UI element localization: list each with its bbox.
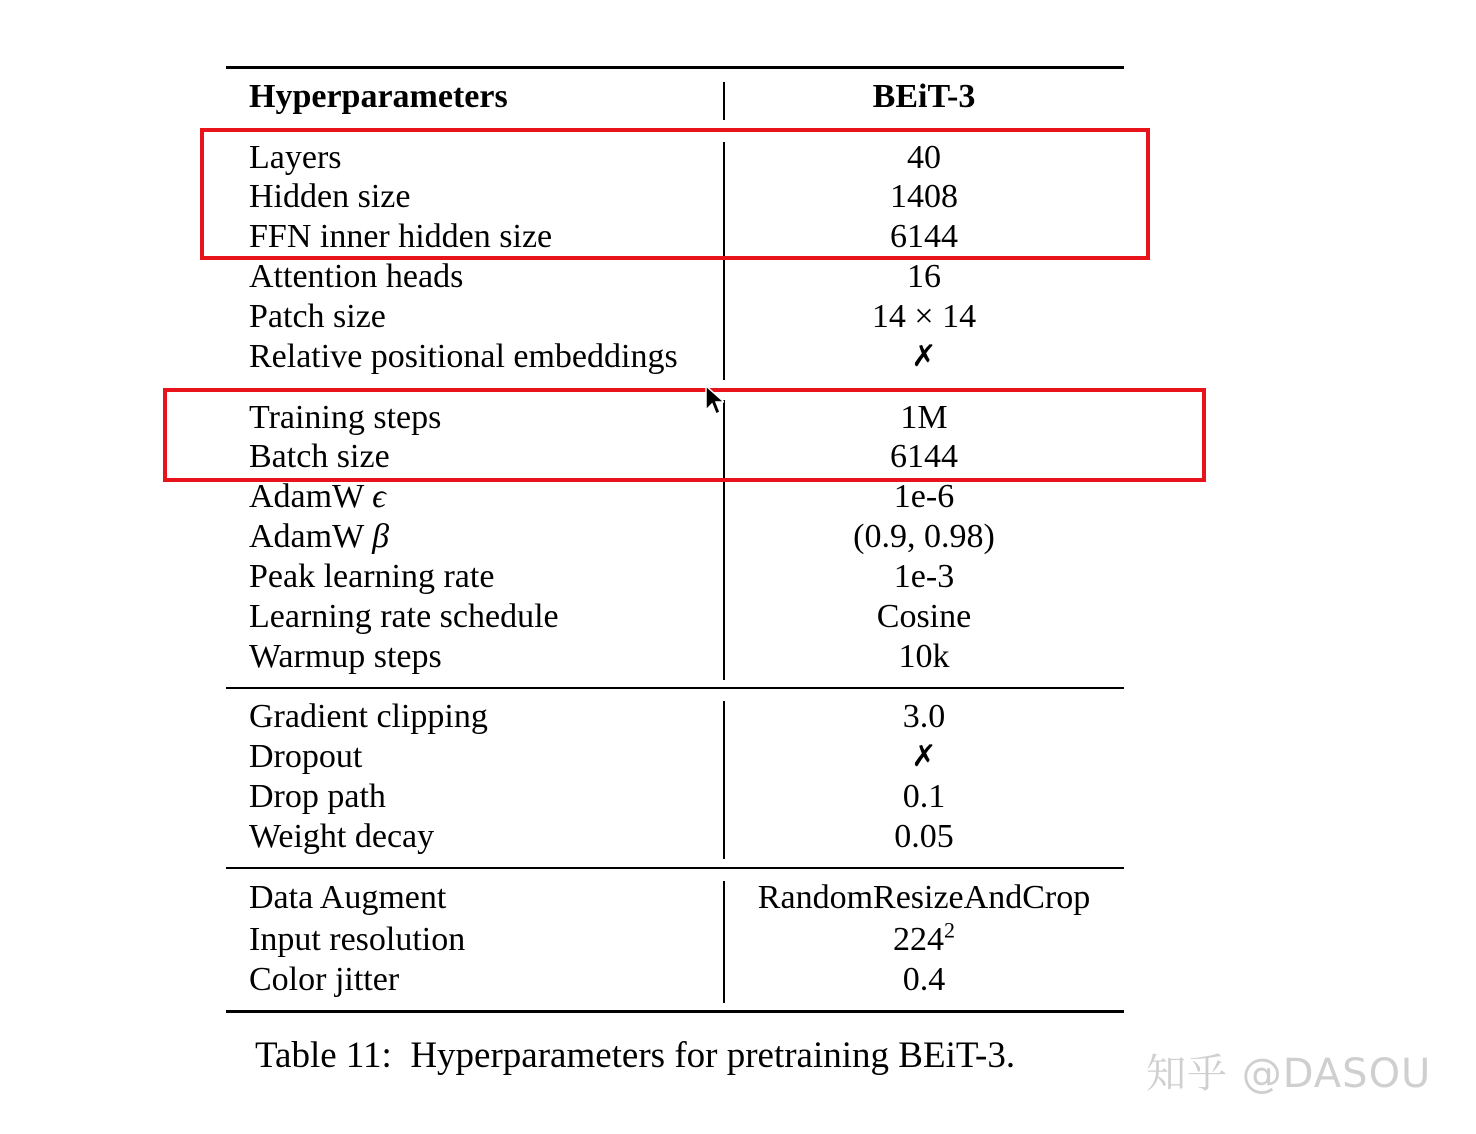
- param-label: Dropout: [249, 738, 363, 775]
- caption-label: Table 11:: [255, 1035, 392, 1076]
- param-value: 1e-6: [893, 478, 955, 515]
- highlight-box-training: [163, 388, 1206, 482]
- bottom-rule: [226, 1010, 1124, 1013]
- section-rule: [226, 687, 1124, 689]
- param-label: Data Augment: [249, 879, 447, 916]
- cross-mark-icon: ✗: [911, 739, 937, 774]
- epsilon-symbol: ϵ: [372, 478, 386, 515]
- table-row: [0, 917, 1476, 960]
- param-value: 6144: [890, 438, 958, 475]
- param-value: 0.1: [902, 778, 946, 815]
- table-row: [0, 960, 1476, 1000]
- param-label: Peak learning rate: [249, 558, 495, 595]
- table-row: [0, 517, 1476, 557]
- param-label: Hidden size: [249, 178, 411, 215]
- caption-text: Hyperparameters for pretraining BEiT-3.: [410, 1035, 1016, 1076]
- mouse-cursor-icon: [704, 384, 724, 416]
- beta-symbol: β: [372, 518, 390, 555]
- param-label: Color jitter: [249, 961, 400, 998]
- param-value: Cosine: [876, 598, 972, 635]
- top-rule: [226, 66, 1124, 69]
- param-label: Input resolution: [249, 921, 466, 958]
- watermark-text: 知乎 @DASOU: [1146, 1051, 1432, 1097]
- table-row: [0, 597, 1476, 637]
- param-label-text: AdamW: [249, 518, 364, 555]
- param-label: Weight decay: [249, 818, 435, 855]
- param-value: 1e-3: [893, 558, 955, 595]
- param-label: Training steps: [249, 399, 442, 436]
- param-value: 3.0: [902, 698, 946, 735]
- param-label: Warmup steps: [249, 638, 442, 675]
- table-row: [0, 337, 1476, 377]
- table-header-row: [0, 77, 1476, 117]
- param-value: (0.9, 0.98): [853, 518, 995, 555]
- param-label: Learning rate schedule: [249, 598, 559, 635]
- table-row: [0, 878, 1476, 918]
- param-value: 0.4: [902, 961, 946, 998]
- table-row: [0, 817, 1476, 857]
- param-value: 40: [907, 139, 941, 176]
- param-value: RandomResizeAndCrop: [757, 879, 1091, 916]
- param-label: FFN inner hidden size: [249, 218, 553, 255]
- value-base: 224: [893, 921, 944, 958]
- param-label: [249, 477, 386, 517]
- table-row: [0, 477, 1476, 517]
- param-label: Batch size: [249, 438, 390, 475]
- table-row: [0, 737, 1476, 777]
- highlight-box-architecture: [200, 128, 1150, 260]
- table-row: [0, 557, 1476, 597]
- param-label: Patch size: [249, 298, 386, 335]
- param-value: 1408: [890, 178, 958, 215]
- header-beit3: BEiT-3: [872, 78, 976, 115]
- cross-mark-icon: ✗: [911, 339, 937, 374]
- param-value: 1M: [900, 399, 948, 436]
- param-label: Layers: [249, 139, 342, 176]
- param-label-text: AdamW: [249, 478, 364, 515]
- param-value: 14 × 14: [871, 298, 977, 335]
- section-rule: [226, 867, 1124, 869]
- param-value: 6144: [890, 218, 958, 255]
- param-label: Drop path: [249, 778, 386, 815]
- header-hyperparameters: Hyperparameters: [249, 78, 508, 115]
- param-value: 16: [907, 258, 941, 295]
- table-row: [0, 777, 1476, 817]
- table-row: [0, 697, 1476, 737]
- param-value: 0.05: [894, 818, 954, 855]
- table-row: [0, 637, 1476, 677]
- table-row: [0, 297, 1476, 337]
- table-caption: [255, 1032, 1015, 1080]
- param-value: [724, 917, 1124, 960]
- param-value: 10k: [898, 638, 950, 675]
- param-label: [249, 517, 389, 557]
- param-label: Relative positional embeddings: [249, 338, 678, 375]
- value-superscript: 2: [944, 917, 955, 943]
- param-label: Gradient clipping: [249, 698, 488, 735]
- param-label: Attention heads: [249, 258, 464, 295]
- table-row: [0, 257, 1476, 297]
